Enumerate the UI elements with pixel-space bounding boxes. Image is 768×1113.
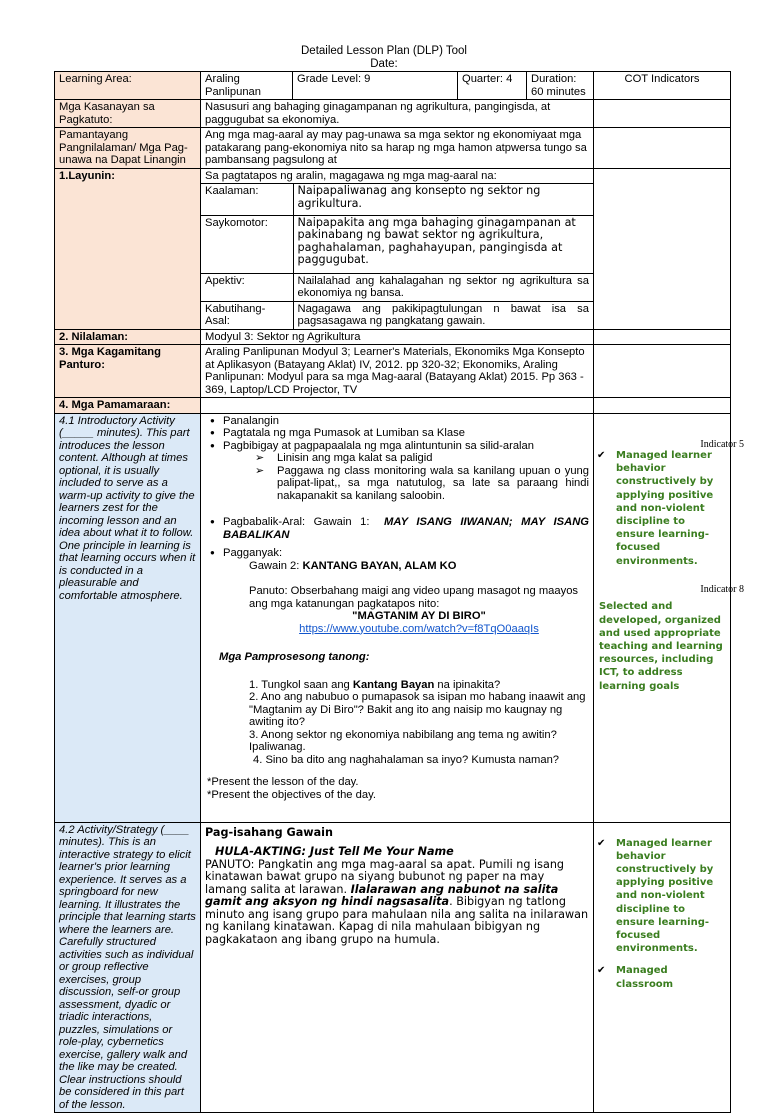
grade-level-cell: Grade Level: 9 — [293, 72, 458, 100]
cot-empty-cell — [594, 100, 731, 128]
apektiv-label: Apektiv: — [201, 273, 293, 301]
cot-empty-cell — [594, 398, 731, 414]
indicator-5-label: Indicator 5 — [700, 438, 744, 450]
layunin-objectives — [201, 184, 593, 329]
checkmark-icon: ✔ — [597, 965, 606, 977]
document-title: Detailed Lesson Plan (DLP) Tool — [301, 45, 467, 57]
cot-indicators-cell-1 — [594, 413, 744, 822]
layunin-intro: Sa pagtatapos ng aralin, magagawa ng mga mag-aaral na: — [201, 169, 593, 185]
cot-empty-cell — [594, 128, 731, 169]
question-1: 1. Tungkol saan ang Kantang Bayan na ipinakita? — [249, 678, 501, 691]
learning-area-label: Learning Area: — [55, 72, 201, 100]
sub-bullet-item: ➢ Paggawa ng class monitoring wala sa kanilang upuan o yung palipat-lipat,, sa mga natutulog, sa late sa paraang hindi nakapanakit sa kanilang saloobin. — [277, 465, 589, 503]
saykomotor-label: Saykomotor: — [201, 215, 293, 273]
cot-indicators-header: COT Indicators — [594, 72, 731, 100]
activity-title: Pag-isahang Gawain — [205, 825, 333, 839]
apektiv-text: Nailalahad ang kahalagahan ng sektor ng agrikultura sa ekonomiya ng bansa. — [293, 273, 593, 301]
pamantayan-label: Pamantayang Pangnilalaman/ Mga Pag-unawa na Dapat Linangin — [55, 128, 201, 169]
balik-aral-prefix: Pagbabalik-Aral: Gawain 1: — [223, 516, 370, 528]
cot-text-2: ✔ Managed classroom — [597, 965, 674, 990]
kagamitan-text: Araling Panlipunan Modyul 3; Learner's Materials, Ekonomiks Mga Konsepto at Aplikasyon (Batayang Aklat) IV, 2012. pp 320-32; Ekonomiks, Araling Panlipunan: Modyul para sa mga Mag-aaral (Batayang Aklat) 2015. Pp 363 - 369, Laptop/LCD Projector, TV — [201, 345, 594, 398]
kabutihang-asal-label: Kabutihang-Asal: — [201, 301, 293, 329]
kaalaman-text: Naipapaliwanag ang konsepto ng sektor ng agrikultura. — [293, 184, 593, 215]
pamantayan-text: Ang mga mag-aaral ay may pag-unawa sa mga sektor ng ekonomiyaat mga patakarang pang-ekonomiya nito sa harap ng mga hamon atpwersa tungo sa pambansang pagsulong at — [201, 128, 594, 169]
checkmark-icon: ✔ — [597, 450, 606, 461]
balik-aral-item — [223, 516, 589, 541]
pagganyak-item: ● Pagganyak: — [223, 547, 589, 560]
indicator-8-text: Selected and developed, organized and used appropriate teaching and learning resources, including ICT, to address learning goals — [599, 601, 723, 692]
question-2: 2. Ano ang nabubuo o pumapasok sa isipan mo habang inaawit ang "Magtanim ay Di Biro"? Bakit ang ito ang naisip mo kaugnay ng awiting ito? — [249, 691, 586, 728]
quarter-cell: Quarter: 4 — [458, 72, 527, 100]
kasanayan-label: Mga Kasanayan sa Pagkatuto: — [55, 100, 201, 128]
activity-strategy-description: 4.2 Activity/Strategy (____ minutes). This is an interactive strategy to elicit learner's prior learning experience. It serves as a springboard for new learning. It illustrates the principle that learning starts where the learners are. Carefully structured activities such as individual or group reflective exercises, group discussion, self-or group assessment, dyadic or triadic interactions, puzzles, simulations or role-play, cybernetics exercise, gallery walk and the like may be created. Clear instructions should be considered in this part of the lesson. — [55, 822, 201, 1113]
cot-empty-cell — [594, 329, 731, 345]
kasanayan-text: Nasusuri ang bahaging ginagampanan ng agrikultura, pangingisda, at paggugubat sa ekonomiya. — [201, 100, 594, 128]
pamprosesong-heading: Mga Pamprosesong tanong: — [219, 651, 370, 663]
lesson-plan-table — [54, 71, 744, 1113]
indicator-5-text: ✔ Managed learner behavior constructively by applying positive and non-violent discipline to ensure learning-focused environments. — [597, 450, 714, 567]
saykomotor-text: Naipapakita ang mga bahaging ginagampanan at pakinabang ng bawat sektor ng agrikultura, paghahalaman, paghahayupan, pangingisda at paggugubat. — [293, 215, 593, 273]
song-title: "MAGTANIM AY DI BIRO" — [352, 610, 486, 622]
sub-bullet-item: ➢ Linisin ang mga kalat sa paligid — [277, 452, 589, 465]
question-3: 3. Anong sektor ng ekonomiya nabibilang ang tema ng awitin? Ipaliwanag. — [249, 728, 557, 753]
cot-empty-cell — [594, 345, 731, 398]
question-4: 4. Sino ba dito ang naghahalaman sa inyo? Kumusta naman? — [253, 753, 560, 766]
gawain2-line — [205, 560, 589, 573]
checkmark-icon: ✔ — [597, 837, 606, 849]
layunin-label: 1.Layunin: — [55, 168, 201, 329]
kagamitan-label: 3. Mga Kagamitang Panturo: — [55, 345, 201, 398]
bullet-item: ● Pagbibigay at pagpapaalala ng mga alintuntunin sa silid-aralan — [223, 440, 589, 453]
pamamaraan-empty — [201, 398, 594, 414]
activity-subtitle: HULA-AKTING: Just Tell Me Your Name — [215, 845, 454, 858]
activity-instructions: PANUTO: Pangkatin ang mga mag-aaral sa apat. Pumili ng isang kinatawan bawat grupo na siyang bubunot ng paper na may lamang salita at larawan. Ilalarawan ang nabunot na salita gamit ang aksyon ng hindi nagsasalita. Bibigyan ng tatlong minuto ang isang grupo para mahulaan nila ang salita na inilarawan ng kanilang kinatawan. Kapag di nila mahulaan bibigyan ng pagkakataon ang ibang grupo na humula. — [205, 857, 589, 946]
present-objectives: *Present the objectives of the day. — [207, 788, 376, 801]
introductory-activity-description: 4.1 Introductory Activity (_____ minutes). This part introduces the lesson content. Although at times optional, it is usually included to serve as a warm-up activity to give the learners zest for the incoming lesson and an idea about what it to follow. One principle in learning is that learning occurs when it is conducted in a pleasurable and comfortable atmosphere. — [55, 413, 201, 822]
cot-empty-cell — [594, 168, 731, 329]
activity-content — [201, 822, 594, 1113]
layunin-content — [201, 168, 594, 329]
balik-aral-title: MAY ISANG IIWANAN; MAY ISANG BABALIKAN — [223, 516, 589, 541]
subject-cell: Araling Panlipunan — [201, 72, 293, 100]
bullet-item: ● Pagtatala ng mga Pumasok at Lumiban sa Klase — [223, 427, 589, 440]
nilalaman-text: Modyul 3: Sektor ng Agrikultura — [201, 329, 594, 345]
duration-cell: Duration: 60 minutes — [527, 72, 594, 100]
date-label: Date: — [370, 58, 398, 70]
present-lesson: *Present the lesson of the day. — [207, 776, 359, 788]
kabutihang-asal-text: Nagagawa ang pakikipagtulungan n bawat isa sa pagsasagawa ng pangkatang gawain. — [297, 302, 589, 327]
introductory-activity-content — [201, 413, 594, 822]
cot-indicators-cell-2 — [594, 822, 731, 1113]
kaalaman-label: Kaalaman: — [201, 184, 293, 215]
indicator-8-label: Indicator 8 — [700, 583, 744, 595]
cot-text-1: ✔ Managed learner behavior constructively by applying positive and non-violent discipline to ensure learning-focused environments. — [597, 837, 714, 955]
video-link[interactable]: https://www.youtube.com/watch?v=f8TqO0aaqIs — [299, 622, 539, 635]
panuto-text: Panuto: Obserbahang maigi ang video upang masagot ng maayos ang mga katanungan pagkatapos nito: — [249, 585, 579, 610]
gawain2-title: KANTANG BAYAN, ALAM KO — [302, 559, 457, 572]
pamamaraan-label: 4. Mga Pamamaraan: — [55, 398, 201, 414]
gawain2-prefix: Gawain 2: — [249, 559, 300, 572]
nilalaman-label: 2. Nilalaman: — [55, 329, 201, 345]
bullet-item: ● Panalangin — [223, 415, 589, 428]
